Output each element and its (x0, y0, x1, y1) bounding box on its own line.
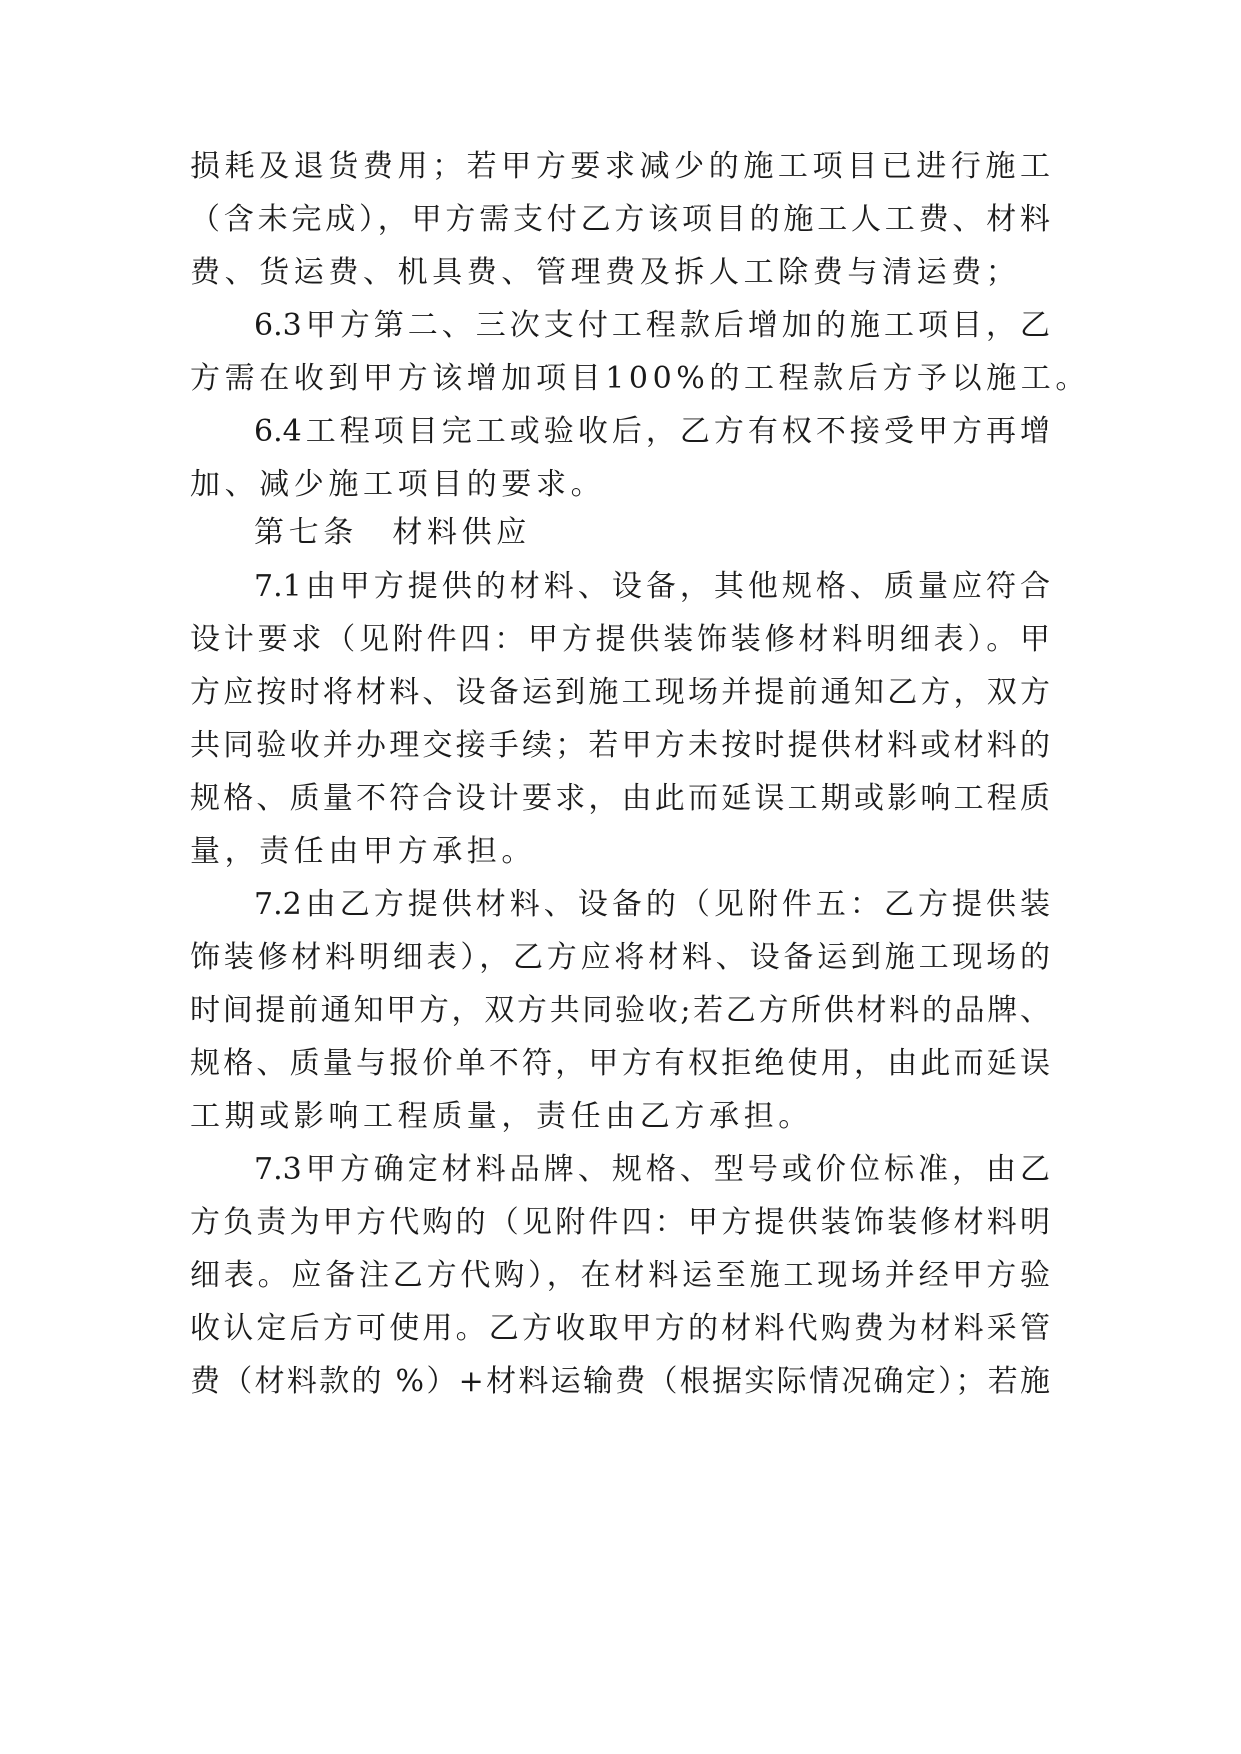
text-line: 损耗及退货费用；若甲方要求减少的施工项目已进行施工 (190, 149, 1050, 184)
text-line: 共同验收并办理交接手续；若甲方未按时提供材料或材料的 (190, 728, 1050, 763)
clause-line: 6.3甲方第二、三次支付工程款后增加的施工项目，乙 (254, 308, 1050, 343)
clause-line: 7.2由乙方提供材料、设备的（见附件五：乙方提供装 (254, 887, 1050, 922)
text-line: 时间提前通知甲方，双方共同验收;若乙方所供材料的品牌、 (190, 993, 1050, 1028)
text-line: 设计要求（见附件四：甲方提供装饰装修材料明细表）。甲 (190, 622, 1050, 657)
text-line: 费、货运费、机具费、管理费及拆人工除费与清运费； (190, 255, 1021, 290)
text-line: （含未完成），甲方需支付乙方该项目的施工人工费、材料 (190, 202, 1050, 237)
text-line: 费（材料款的 %）+材料运输费（根据实际情况确定）；若施 (190, 1364, 1050, 1399)
text-line: 方负责为甲方代购的（见附件四：甲方提供装饰装修材料明 (190, 1205, 1050, 1240)
clause-line: 6.4工程项目完工或验收后，乙方有权不接受甲方再增 (254, 414, 1050, 449)
text-line: 收认定后方可使用。乙方收取甲方的材料代购费为材料采管 (190, 1311, 1050, 1346)
text-line: 方需在收到甲方该增加项目100%的工程款后方予以施工。 (190, 361, 1090, 396)
text-line: 规格、质量与报价单不符，甲方有权拒绝使用，由此而延误 (190, 1046, 1050, 1081)
text-line: 规格、质量不符合设计要求，由此而延误工期或影响工程质 (190, 781, 1050, 816)
section-heading: 第七条 材料供应 (254, 515, 531, 550)
clause-line: 7.3甲方确定材料品牌、规格、型号或价位标准，由乙 (254, 1152, 1050, 1187)
text-line: 工期或影响工程质量，责任由乙方承担。 (190, 1099, 813, 1134)
text-line: 方应按时将材料、设备运到施工现场并提前通知乙方，双方 (190, 675, 1050, 710)
text-line: 饰装修材料明细表），乙方应将材料、设备运到施工现场的 (190, 940, 1050, 975)
text-line: 加、减少施工项目的要求。 (190, 467, 606, 502)
clause-line: 7.1由甲方提供的材料、设备，其他规格、质量应符合 (254, 569, 1050, 604)
text-line: 细表。应备注乙方代购），在材料运至施工现场并经甲方验 (190, 1258, 1050, 1293)
text-line: 量，责任由甲方承担。 (190, 834, 536, 869)
